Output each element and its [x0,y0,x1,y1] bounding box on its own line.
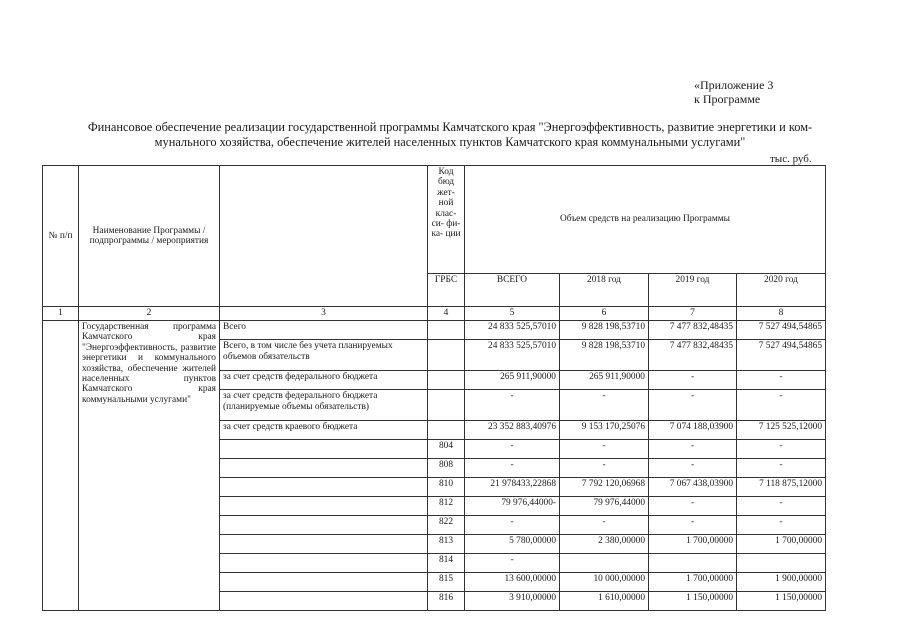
program-name-cell: Государственная программа Камчатского края "Энергоэффективность, развитие энергетики и коммунального хозяйства, обеспечение жителей населенных пунктов Камчатского края коммунальными услугами" [79,321,220,611]
title-line-1: Финансовое обеспечение реализации государственной программы Камчатского края "Энергоэффективность, развитие энергетики и ком- [87,120,813,134]
row-label: Всего, в том числе без учета планируемых объемов обязательств [220,340,428,371]
row-grbs: 810 [428,478,465,497]
row-2019: 7 477 832,48435 [649,321,737,340]
row-number-cell [43,321,79,611]
row-grbs: 815 [428,573,465,592]
colnum: 2 [79,307,220,321]
row-grbs: 816 [428,592,465,611]
row-grbs [428,421,465,440]
row-total: - [465,440,560,459]
row-total: 5 780,00000 [465,535,560,554]
row-2018: 7 792 120,06968 [560,478,649,497]
row-2019 [649,554,737,573]
row-2018: 9 828 198,53710 [560,340,649,371]
row-label [220,497,428,516]
row-2020: 7 125 525,12000 [737,421,826,440]
row-2019: 7 477 832,48435 [649,340,737,371]
row-2020: - [737,497,826,516]
row-label: за счет средств краевого бюджета [220,421,428,440]
header-grbs: ГРБС [428,274,465,307]
row-2018 [560,554,649,573]
header-2020: 2020 год [737,274,826,307]
header-col3 [220,166,428,307]
row-total: 265 911,90000 [465,371,560,390]
row-2019: - [649,440,737,459]
row-2020: - [737,516,826,535]
row-2018: - [560,459,649,478]
row-2020 [737,554,826,573]
header-2018: 2018 год [560,274,649,307]
row-2019: 1 150,00000 [649,592,737,611]
row-total: 24 833 525,57010 [465,321,560,340]
colnum: 1 [43,307,79,321]
row-2018: 79 976,44000 [560,497,649,516]
header-num: № п/п [43,166,79,307]
row-2018: - [560,390,649,421]
row-grbs: 812 [428,497,465,516]
header-row-1 [43,166,826,274]
header-total: ВСЕГО [465,274,560,307]
row-2019: 1 700,00000 [649,535,737,554]
row-2019: - [649,516,737,535]
row-2018: 9 828 198,53710 [560,321,649,340]
table-row [43,321,826,340]
row-total: 24 833 525,57010 [465,340,560,371]
row-grbs: 804 [428,440,465,459]
row-total: - [465,459,560,478]
column-number-row [43,307,826,321]
row-total: - [465,516,560,535]
appendix-label [694,78,773,106]
row-label [220,535,428,554]
units-label: тыс. руб. [770,153,812,165]
row-2020: 7 527 494,54865 [737,321,826,340]
colnum: 7 [649,307,737,321]
row-2019: - [649,390,737,421]
row-label [220,592,428,611]
row-total: - [465,554,560,573]
row-grbs [428,371,465,390]
row-2018: 2 380,00000 [560,535,649,554]
row-grbs: 814 [428,554,465,573]
row-total: 21 978433,22868 [465,478,560,497]
appendix-line-1: «Приложение 3 [694,78,774,92]
row-total: 23 352 883,40976 [465,421,560,440]
row-label [220,440,428,459]
document-title [40,120,860,150]
row-grbs: 808 [428,459,465,478]
row-total: 79 976,44000- [465,497,560,516]
row-label: за счет средств федерального бюджета (планируемые объемы обязательств) [220,390,428,421]
row-2020: - [737,390,826,421]
header-name: Наименование Программы / подпрограммы / мероприятия [79,166,220,307]
row-2020: 1 150,00000 [737,592,826,611]
row-grbs [428,340,465,371]
table-body [43,166,826,611]
header-2019: 2019 год [649,274,737,307]
row-2019: - [649,497,737,516]
row-2019: 7 067 438,03900 [649,478,737,497]
colnum: 4 [428,307,465,321]
row-label [220,516,428,535]
row-2019: 1 700,00000 [649,573,737,592]
row-label: за счет средств федерального бюджета [220,371,428,390]
colnum: 5 [465,307,560,321]
row-total: 13 600,00000 [465,573,560,592]
row-2018: 10 000,00000 [560,573,649,592]
row-2018: - [560,516,649,535]
row-label [220,573,428,592]
financing-table [42,165,826,611]
row-2020: 7 118 875,12000 [737,478,826,497]
row-2020: - [737,440,826,459]
title-line-2: мунального хозяйства, обеспечение жителей населенных пунктов Камчатского края коммунальными услугами" [154,135,746,149]
header-kod: Код бюд жет- ной клас- си- фи- ка- ции [428,166,465,274]
row-2020: 7 527 494,54865 [737,340,826,371]
row-2020: - [737,371,826,390]
row-2018: 1 610,00000 [560,592,649,611]
colnum: 3 [220,307,428,321]
row-2020: - [737,459,826,478]
row-label [220,478,428,497]
row-2018: - [560,440,649,459]
row-grbs [428,321,465,340]
colnum: 6 [560,307,649,321]
row-label [220,554,428,573]
row-total: - [465,390,560,421]
row-2020: 1 700,00000 [737,535,826,554]
header-volume: Объем средств на реализацию Программы [465,166,826,274]
row-2018: 265 911,90000 [560,371,649,390]
row-2019: - [649,371,737,390]
row-label [220,459,428,478]
row-2020: 1 900,00000 [737,573,826,592]
row-grbs [428,390,465,421]
row-2019: - [649,459,737,478]
row-2018: 9 153 170,25076 [560,421,649,440]
colnum: 8 [737,307,826,321]
row-total: 3 910,00000 [465,592,560,611]
row-label: Всего [220,321,428,340]
row-grbs: 822 [428,516,465,535]
row-2019: 7 074 188,03900 [649,421,737,440]
appendix-line-2: к Программе [694,92,761,106]
row-grbs: 813 [428,535,465,554]
